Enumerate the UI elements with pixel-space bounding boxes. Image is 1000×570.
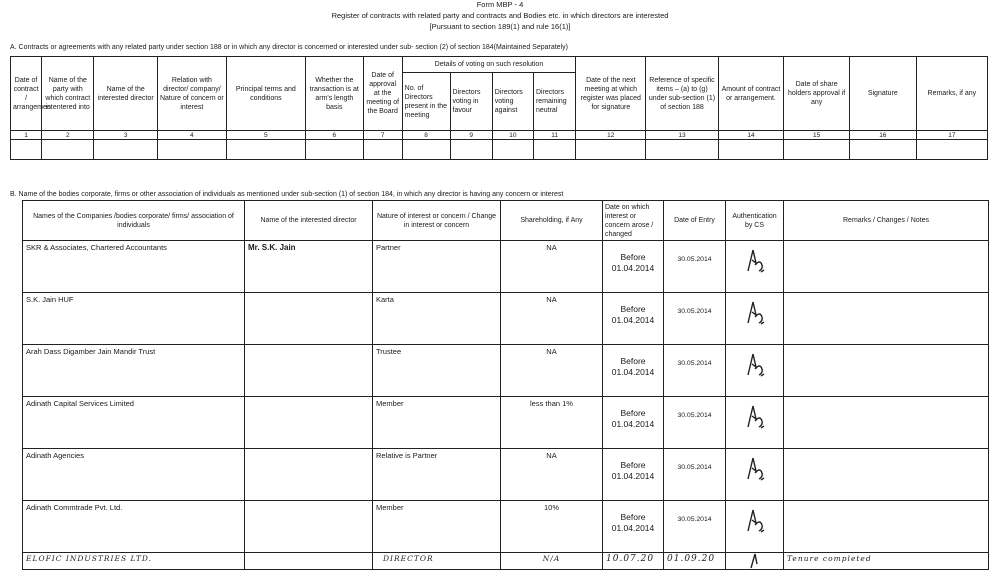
nature-handwritten: DIRECTOR [373,553,501,570]
col-party-name: Name of the party with which contract is entered into [42,57,94,131]
cs-signature [726,397,784,449]
column-number: 8 [402,131,450,140]
remarks [784,293,989,345]
director-name [245,293,373,345]
col-remarks-notes: Remarks / Changes / Notes [784,201,989,241]
date-of-entry: 30.05.2014 [664,501,726,553]
interests-table [22,200,989,570]
table-row [23,293,989,345]
nature-of-interest: Member [373,501,501,553]
director-name [245,345,373,397]
col-shareholder-approval: Date of share holders approval if any [784,57,850,131]
signature-icon [740,349,770,379]
date-arose: Before 01.04.2014 [603,241,664,293]
shareholding: less than 1% [501,397,603,449]
column-number: 15 [784,131,850,140]
column-number: 11 [533,131,575,140]
col-director-name: Name of the interested director [245,201,373,241]
director-name [245,449,373,501]
remarks [784,449,989,501]
date-of-entry: 30.05.2014 [664,397,726,449]
col-amount: Amount of contract or arrangement. [718,57,784,131]
remarks [784,241,989,293]
table-row [23,449,989,501]
column-number: 12 [576,131,646,140]
col-directors-present: No. of Directors present in the meeting [402,73,450,131]
company-name: Adinath Commtrade Pvt. Ltd. [23,501,245,553]
date-of-entry: 30.05.2014 [664,449,726,501]
column-number: 16 [849,131,916,140]
company-name: SKR & Associates, Chartered Accountants [23,241,245,293]
nature-of-interest: Member [373,397,501,449]
col-relation: Relation with director/ company/ Nature of concern or interest [157,57,226,131]
cs-signature [726,293,784,345]
col-remarks: Remarks, if any [916,57,987,131]
voting-group-header: Details of voting on such resolution [402,57,576,73]
date-of-entry: 30.05.2014 [664,241,726,293]
shareholding: NA [501,345,603,397]
column-number: 13 [646,131,718,140]
cs-signature [726,501,784,553]
column-number: 17 [916,131,987,140]
column-number-row [11,131,988,140]
signature-icon [740,245,770,275]
date-entry-handwritten: 01.09.20 [664,553,726,570]
nature-of-interest: Relative is Partner [373,449,501,501]
col-arms-length: Whether the transaction is at arm's length basis [305,57,363,131]
nature-of-interest: Partner [373,241,501,293]
date-arose: Before 01.04.2014 [603,345,664,397]
col-date-arose: Date on which interest or concern arose / changed [603,201,664,241]
date-arose-handwritten: 10.07.20 [603,553,664,570]
table-row [23,345,989,397]
col-principal-terms: Principal terms and conditions [226,57,305,131]
shareholding: 10% [501,501,603,553]
col-company-names: Names of the Companies /bodies corporate/ firms/ association of individuals [23,201,245,241]
date-of-entry: 30.05.2014 [664,293,726,345]
signature-icon [740,401,770,431]
contracts-table [10,56,988,160]
section-b-caption: B. Name of the bodies corporate, firms or other association of individuals as mentioned under sub-section (1) of section 184, in which any director is having any concern or interest [10,191,564,198]
register-title: Register of contracts with related party and contracts and Bodies etc. in which directors are interested [331,11,669,20]
column-number: 5 [226,131,305,140]
handwritten-row [23,553,989,570]
signature-icon [745,554,765,568]
column-number: 9 [450,131,492,140]
remarks [784,345,989,397]
col-signature: Signature [849,57,916,131]
column-number: 3 [94,131,157,140]
director-name [245,397,373,449]
column-number: 1 [11,131,42,140]
date-arose: Before 01.04.2014 [603,449,664,501]
company-name: S.K. Jain HUF [23,293,245,345]
column-number: 14 [718,131,784,140]
date-arose: Before 01.04.2014 [603,293,664,345]
company-name: Adinath Capital Services Limited [23,397,245,449]
signature-icon [740,453,770,483]
col-date-entry: Date of Entry [664,201,726,241]
table-row [23,397,989,449]
section-a-caption: A. Contracts or agreements with any related party under section 188 or in which any director is concerned or interested under sub- section (2) of section 184(Maintained Separately) [10,44,568,51]
remarks [784,397,989,449]
column-number: 4 [157,131,226,140]
col-next-meeting: Date of the next meeting at which register was placed for signature [576,57,646,131]
director-name: Mr. S.K. Jain [245,241,373,293]
cs-signature [726,241,784,293]
column-number: 7 [363,131,402,140]
col-voting-favour: Directors voting in favour [450,73,492,131]
form-title: Form MBP - 4 [476,0,524,9]
shareholding: NA [501,241,603,293]
cs-signature [726,345,784,397]
column-number: 2 [42,131,94,140]
cs-signature [726,553,784,570]
col-nature-interest: Nature of interest or concern / Change in interest or concern [373,201,501,241]
shareholding: NA [501,293,603,345]
nature-of-interest: Karta [373,293,501,345]
date-arose: Before 01.04.2014 [603,501,664,553]
col-voting-against: Directors voting against [492,73,533,131]
date-of-entry: 30.05.2014 [664,345,726,397]
signature-icon [740,505,770,535]
remarks-handwritten: Tenure completed [784,553,989,570]
col-authentication: Authentication by CS [726,201,784,241]
remarks [784,501,989,553]
director-name [245,501,373,553]
col-neutral: Directors remaining neutral [533,73,575,131]
table-row [23,501,989,553]
column-number: 6 [305,131,363,140]
nature-of-interest: Trustee [373,345,501,397]
date-arose: Before 01.04.2014 [603,397,664,449]
empty-entry-row [11,140,988,160]
shareholding: NA [501,449,603,501]
shareholding-handwritten: N/A [501,553,603,570]
table-row [23,241,989,293]
col-shareholding: Shareholding, if Any [501,201,603,241]
company-name: Arah Dass Digamber Jain Mandir Trust [23,345,245,397]
col-date-contract: Date of contract / arrangement [11,57,42,131]
company-name-handwritten: ELOFIC INDUSTRIES LTD. [23,553,245,570]
signature-icon [740,297,770,327]
col-reference-items: Reference of specific items – (a) to (g) under sub-section (1) of section 188 [646,57,718,131]
cs-signature [726,449,784,501]
col-approval-date: Date of approval at the meeting of the Board [363,57,402,131]
column-number: 10 [492,131,533,140]
col-interested-director: Name of the interested director [94,57,157,131]
pursuant-line: [Pursuant to section 189(1) and rule 16(1)] [429,22,571,31]
company-name: Adinath Agencies [23,449,245,501]
